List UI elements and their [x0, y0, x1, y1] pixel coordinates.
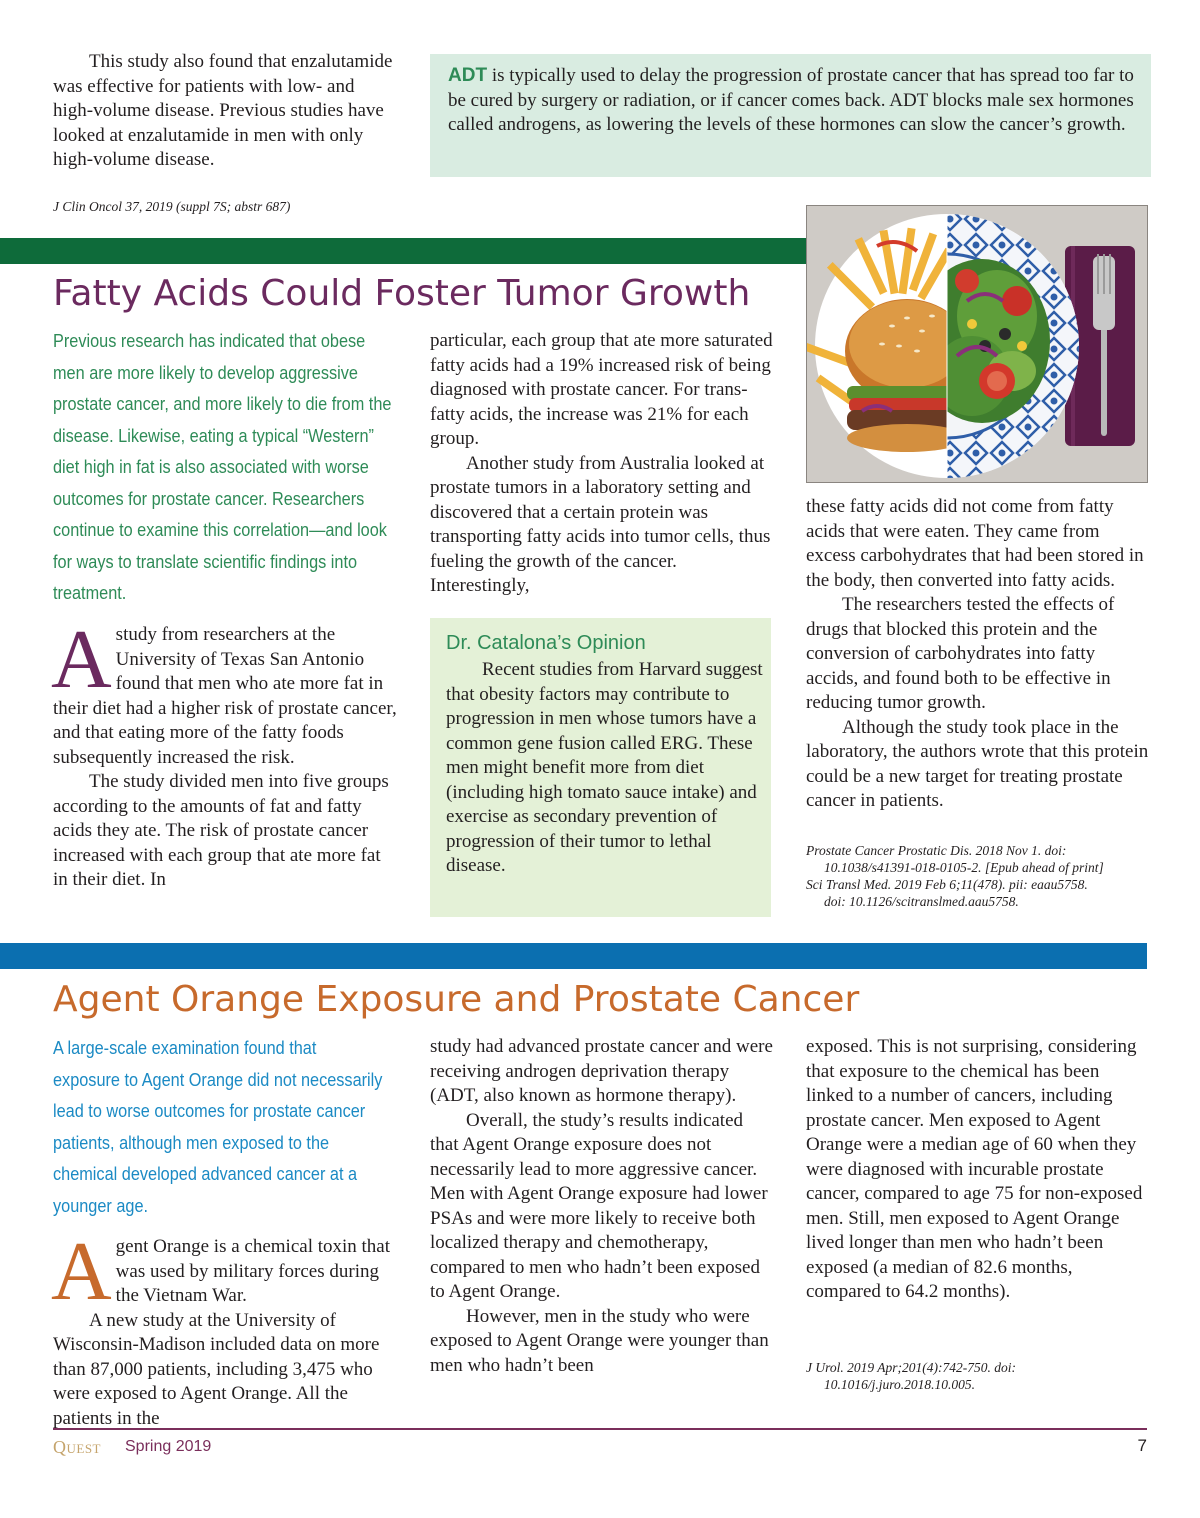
adt-text: is typically used to delay the progression of prostate cancer that has spread too far to be cured by surgery or radiation, or if cancer comes back. ADT blocks male sex hormones called androgens, as lowering the levels of these hormones can slow the cancer’s growth.: [448, 65, 1134, 135]
article2-col2-p3: However, men in the study who were exposed to Agent Orange were younger than men who hadn’t been: [430, 1305, 769, 1376]
article1-lead: Previous research has indicated that obese men are more likely to develop aggressive prostate cancer, and more likely to die from the disease. Likewise, eating a typical “Western” diet high in fat is also associated with worse outcomes for prostate cancer. Researchers continue to examine this correlation—and look for ways to translate scientific findings into treatment.: [53, 330, 392, 603]
article1-citations: [806, 842, 1151, 910]
article1-col1-p2: The study divided men into five groups according to the amounts of fat and fatty acids they ate. The risk of prostate cancer increased with each group that ate more fat in their diet. In: [53, 771, 389, 890]
adt-sidebar-box: [430, 54, 1151, 177]
article1-column-1: [51, 613, 398, 893]
article2-col1-p1: gent Orange is a chemical toxin that was used by military forces during the Vietnam War.: [115, 1236, 391, 1306]
article2-citation: [806, 1359, 1151, 1393]
citation-1-line-b: 10.1038/s41391-018-0105-2. [Epub ahead of print]: [824, 860, 1104, 875]
article-title-agent-orange: Agent Orange Exposure and Prostate Cancer: [53, 979, 860, 1020]
article1-column-3: [806, 495, 1151, 814]
page-number: 7: [1137, 1436, 1147, 1455]
opinion-box: [430, 618, 771, 917]
adt-term: ADT: [448, 65, 488, 86]
footer-rule: [53, 1428, 1147, 1430]
intro-text: This study also found that enzalutamide was effective for patients with low- and high-volume disease. Previous studies have looked at enzalutamide in men with only high-volume disease.: [53, 51, 393, 170]
article2-col1-p2: A new study at the University of Wisconsin-Madison included data on more than 87,000 patients, including 3,475 who were exposed to Agent Orange. All the patients in the: [53, 1309, 380, 1429]
article1-col2-p1: particular, each group that ate more saturated fatty acids had a 19% increased risk of being diagnosed with prostate cancer. For trans-fatty acids, the increase was 21% for each group.: [430, 330, 773, 449]
article2-column-1: [51, 1225, 398, 1431]
article2-col2-p2: Overall, the study’s results indicated that Agent Orange exposure does not necessarily lead to more aggressive cancer. Men with Agent Orange exposure had lower PSAs and were more likely to receive both localized therapy and chemotherapy, compared to men who hadn’t been exposed to Agent Orange.: [430, 1109, 768, 1302]
article2-column-2: [430, 1035, 775, 1378]
article2-dropcap: A: [51, 1225, 112, 1318]
food-plate-image: [806, 205, 1148, 483]
article2-lead: A large-scale examination found that exposure to Agent Orange did not necessarily lead to worse outcomes for prostate cancer patients, although men exposed to the chemical developed advanced cancer at a younger age.: [53, 1037, 383, 1216]
article1-col3-p2: The researchers tested the effects of drugs that blocked this protein and the conversion of carbohydrates into fatty accids, and found both to be effective in reducing tumor growth.: [806, 594, 1115, 713]
section-bar-green: [0, 238, 806, 264]
article1-col2-p2: Another study from Australia looked at prostate tumors in a laboratory setting and discovered that a certain protein was transporting fatty acids into tumor cells, thus fueling the growth of the cancer. Interestingly,: [430, 452, 771, 596]
article1-column-2: [430, 329, 775, 599]
opinion-text: Recent studies from Harvard suggest that obesity factors may contribute to progression in men whose tumors have a common gene fusion called ERG. These men might benefit more from diet (including high tomato sauce intake) and exercise as secondary prevention of progression of their tumor to lethal disease.: [446, 659, 763, 876]
article2-col3-p1: exposed. This is not surprising, considering that exposure to the chemical has been linked to a number of cancers, including prostate cancer. Men exposed to Agent Orange were a median age of 60 when they were diagnosed with incurable prostate cancer, compared to age 75 for non-exposed men. Still, men exposed to Agent Orange lived longer than men who hadn’t been exposed (a median of 82.6 months, compared to 64.2 months).: [806, 1036, 1143, 1302]
article1-col3-p3: Although the study took place in the laboratory, the authors wrote that this protein could be a new target for treating prostate cancer in patients.: [806, 716, 1149, 811]
citation-3-line-b: 10.1016/j.juro.2018.10.005.: [824, 1377, 976, 1392]
intro-continuation: [53, 50, 398, 173]
article1-dropcap: A: [51, 613, 112, 706]
citation-3-line-a: J Urol. 2019 Apr;201(4):742-750. doi:: [806, 1360, 1016, 1375]
article1-col3-p1: these fatty acids did not come from fatty acids that were eaten. They came from excess carbohydrates that had been stored in the body, then converted into fatty acids.: [806, 496, 1144, 591]
section-bar-blue: [0, 943, 1147, 969]
footer-brand: Quest: [53, 1437, 101, 1457]
footer-issue: Spring 2019: [125, 1438, 212, 1455]
citation-2-line-b: doi: 10.1126/scitranslmed.aau5758.: [824, 894, 1019, 909]
citation-2-line-a: Sci Transl Med. 2019 Feb 6;11(478). pii: eaau5758.: [806, 877, 1088, 892]
article2-column-3: [806, 1035, 1151, 1305]
article2-col2-p1: study had advanced prostate cancer and were receiving androgen deprivation therapy (ADT, also known as hormone therapy).: [430, 1036, 773, 1106]
opinion-title: Dr. Catalona’s Opinion: [446, 632, 646, 654]
citation-1-line-a: Prostate Cancer Prostatic Dis. 2018 Nov 1. doi:: [806, 843, 1067, 858]
plate-illustration: [807, 206, 1147, 482]
article-title-fatty-acids: Fatty Acids Could Foster Tumor Growth: [53, 273, 751, 314]
article1-col1-p1: study from researchers at the University of Texas San Antonio found that men who ate more fat in their diet had a higher risk of prostate cancer, and that eating more of the fatty foods subsequently increased the risk.: [53, 624, 397, 768]
intro-citation: J Clin Oncol 37, 2019 (suppl 7S; abstr 687): [53, 199, 291, 214]
